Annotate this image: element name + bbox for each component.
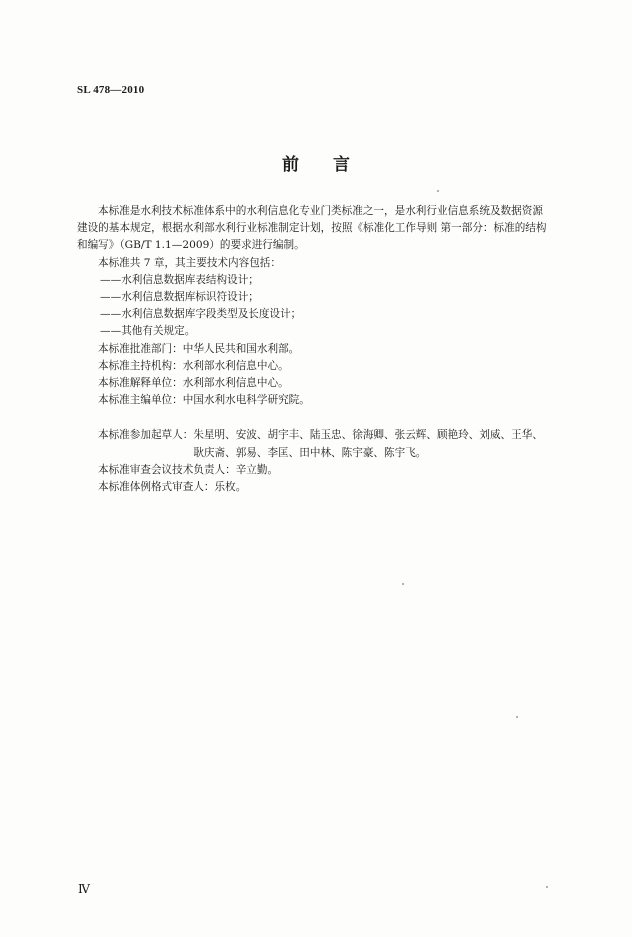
drafters-label: 本标准参加起草人： [98,429,194,442]
intro-paragraph: 本标准是水利技术标准体系中的水利信息化专业门类标准之一，是水利行业信息系统及数据资源建设的基本规定，根据水利部水利行业标准制定计划，按照《标准化工作导则 第一部分：标准的结构和编写》（GB/T 1.1—2009）的要求进行编制。 [77,205,547,252]
list-item: ——水利信息数据库字段类型及长度设计； [100,308,302,321]
interpreter-line: 本标准解释单位：水利部水利信息中心。 [98,377,289,390]
page-number: Ⅳ [78,882,90,896]
section-gap [77,409,547,427]
scan-speck [402,583,404,585]
page-title: 前言 [282,155,384,175]
contents-intro: 本标准共 7 章，其主要技术内容包括： [98,256,281,269]
drafters-line: 朱星明、安波、胡宇丰、陆玉忠、徐海卿、张云辉、顾艳玲、刘威、王华、 [193,429,543,442]
format-reviewer-line: 本标准体例格式审查人：乐枚。 [98,481,247,494]
list-item: ——水利信息数据库表结构设计； [100,273,259,286]
foreword-body [77,203,547,496]
drafters-line: 耿庆斋、郭易、李匡、田中林、陈宇豪、陈宇飞。 [193,446,427,459]
list-item: ——其他有关规定。 [100,325,196,338]
list-item: ——水利信息数据库标识符设计； [100,291,259,304]
host-line: 本标准主持机构：水利部水利信息中心。 [98,359,289,372]
editor-line: 本标准主编单位：中国水利水电科学研究院。 [98,394,310,407]
approver-line: 本标准批准部门：中华人民共和国水利部。 [98,342,300,355]
drafters-block [77,427,547,461]
standard-code: SL 478—2010 [77,84,145,96]
scan-speck [546,886,548,888]
scan-speck [516,716,518,718]
drafters-names [193,427,547,461]
scan-speck [437,190,439,192]
chief-reviewer-line: 本标准审查会议技术负责人：辛立勤。 [98,463,279,476]
